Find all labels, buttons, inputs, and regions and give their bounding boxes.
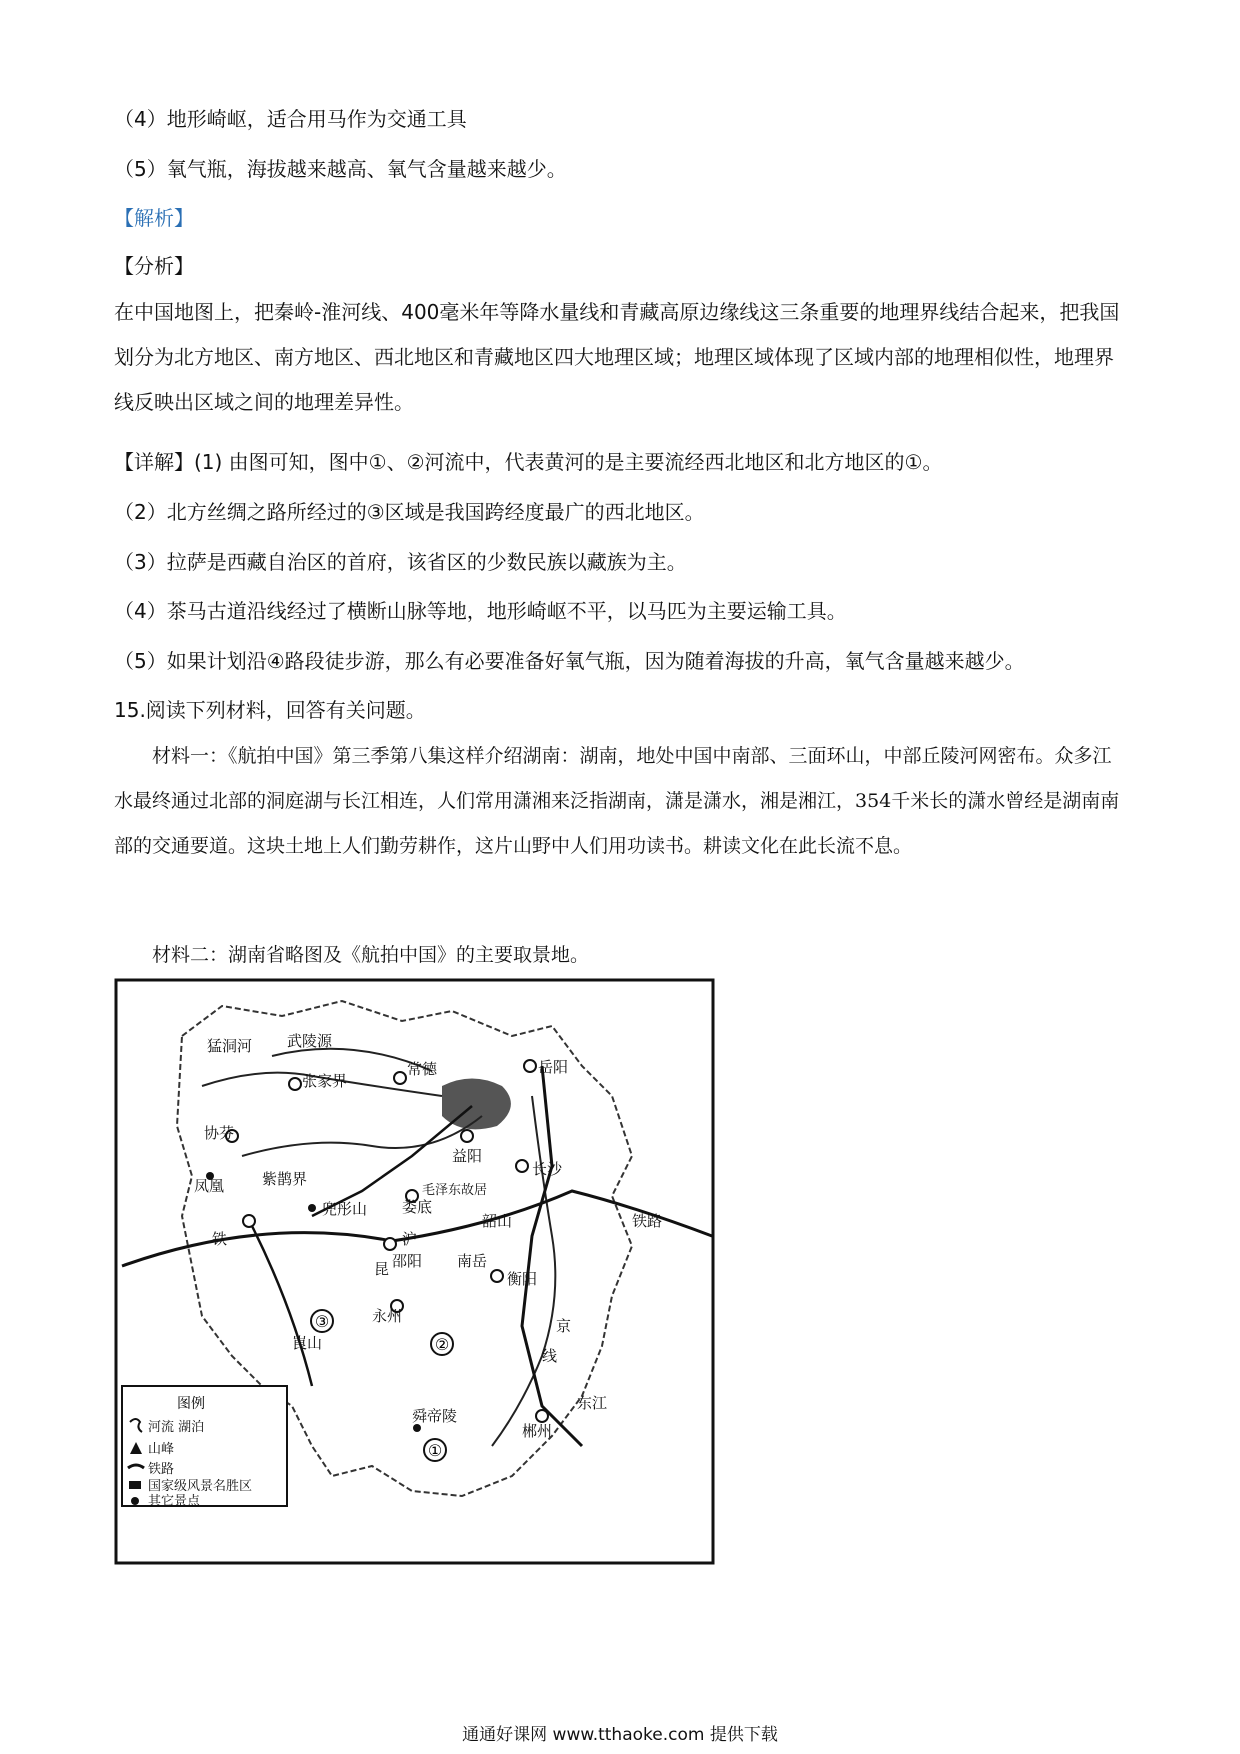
legend-label-river: 河流 湖泊 — [148, 1420, 205, 1435]
label-mengdonghe: 猛洞河 — [207, 1037, 253, 1055]
fenxi-label: 【分析】 — [114, 254, 194, 278]
label-changde: 常德 — [407, 1060, 438, 1078]
label-changsha: 长沙 — [532, 1160, 563, 1178]
detail-line-5: （5）如果计划沿④路段徒步游，那么有必要准备好氧气瓶，因为随着海拔的升高，氧气含量越来越少。 — [114, 649, 1025, 673]
question-15: 15.阅读下列材料，回答有关问题。 — [114, 698, 426, 722]
detail-line-1: 【详解】(1) 由图可知，图中①、②河流中，代表黄河的是主要流经西北地区和北方地区的①。 — [114, 450, 943, 474]
circle-2: ② — [434, 1335, 450, 1354]
label-shaoyang: 邵阳 — [392, 1252, 423, 1270]
label-xiefu: 协芬 — [204, 1124, 235, 1142]
label-dongjiang: 东江 — [577, 1394, 608, 1412]
label-zhangjiajie: 张家界 — [302, 1072, 348, 1090]
label-chenzhou: 郴州 — [522, 1422, 553, 1440]
detail-line-4: （4）茶马古道沿线经过了横断山脉等地，地形崎岖不平，以马匹为主要运输工具。 — [114, 599, 847, 623]
label-loudi: 娄底 — [402, 1198, 433, 1216]
legend-label-peak: 山峰 — [148, 1442, 175, 1457]
label-hengyang: 衡阳 — [507, 1270, 538, 1288]
circle-3: ③ — [314, 1312, 330, 1331]
hunan-map — [112, 976, 718, 1568]
fenxi-paragraph: 在中国地图上，把秦岭-淮河线、400毫米年等降水量线和青藏高原边缘线这三条重要的地理界线结合起来，把我国划分为北方地区、南方地区、西北地区和青藏地区四大地理区域；地理区域体现了区域内部的地理相似性，地理界线反映出区域之间的地理差异性。 — [114, 300, 1120, 414]
detail-line-2: （2）北方丝绸之路所经过的③区域是我国跨经度最广的西北地区。 — [114, 500, 705, 524]
material-one: 材料一：《航拍中国》第三季第八集这样介绍湖南：湖南，地处中国中南部、三面环山，中部丘陵河网密布。众多江水最终通过北部的洞庭湖与长江相连，人们常用潇湘来泛指湖南，潇是潇水，湘是湘江，354千米长的潇水曾经是湖南南部的交通要道。这块土地上人们勤劳耕作，这片山野中人们用功读书。耕读文化在此长流不息。 — [114, 745, 1120, 857]
label-yongzhou: 永州 — [372, 1307, 403, 1325]
legend-label-railway: 铁路 — [148, 1462, 175, 1477]
label-wulingyuan: 武陵源 — [287, 1032, 333, 1050]
label-kun: 昆 — [374, 1260, 390, 1278]
legend-title: 图例 — [177, 1396, 205, 1412]
label-jing: 京 — [556, 1317, 572, 1335]
label-ziquehu: 紫鹊界 — [262, 1170, 308, 1188]
label-maozedong: 毛泽东故居 — [422, 1183, 488, 1198]
label-langshan: 崀山 — [292, 1334, 323, 1352]
scenic-area-icon — [129, 1481, 141, 1489]
label-xian: 线 — [542, 1347, 558, 1365]
page-footer: 通通好课网 www.tthaoke.com 提供下载 — [462, 1725, 778, 1745]
label-railway-east: 铁路 — [632, 1212, 663, 1230]
label-wugongshan: 兜彤山 — [322, 1200, 368, 1218]
dot-icon — [131, 1497, 139, 1505]
legend-label-scenic: 国家级风景名胜区 — [148, 1479, 253, 1494]
label-shunhuangfeng: 舜帝陵 — [412, 1407, 458, 1425]
circle-1: ① — [427, 1441, 443, 1460]
label-fenghuang: 凤凰 — [194, 1177, 225, 1195]
label-yueyang: 岳阳 — [538, 1058, 569, 1076]
detail-line-3: （3）拉萨是西藏自治区的首府，该省区的少数民族以藏族为主。 — [114, 550, 687, 574]
label-shaoshan: 韶山 — [482, 1212, 513, 1230]
label-yiyang: 益阳 — [452, 1147, 483, 1165]
label-hu: 沪 — [402, 1230, 418, 1248]
material-two: 材料二：湖南省略图及《航拍中国》的主要取景地。 — [152, 944, 590, 966]
jiexi-label: 【解析】 — [114, 206, 194, 230]
label-tie: 铁 — [212, 1230, 228, 1248]
answer-line-4: （4）地形崎岖，适合用马作为交通工具 — [114, 107, 467, 131]
legend-label-dot: 其它景点 — [148, 1494, 201, 1509]
label-nanyue: 南岳 — [457, 1252, 488, 1270]
answer-line-5: （5）氧气瓶，海拔越来越高、氧气含量越来越少。 — [114, 157, 567, 181]
